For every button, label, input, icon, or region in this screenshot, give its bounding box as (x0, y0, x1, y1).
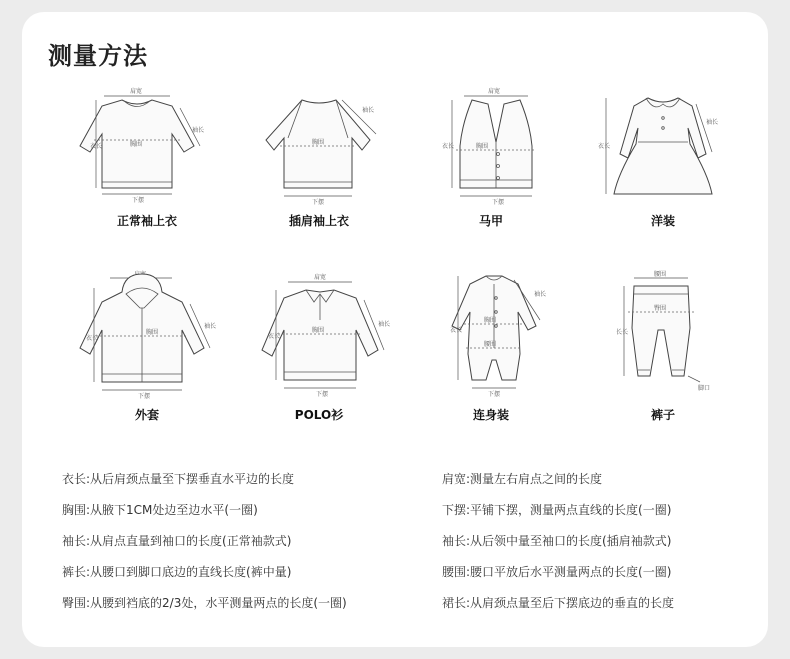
tag-sleeve: 袖长 (362, 107, 375, 114)
garment-label: POLO衫 (294, 408, 344, 422)
page-title: 测量方法 (48, 42, 148, 70)
tag-hem: 下摆 (138, 393, 151, 400)
jacket-diagram (72, 268, 222, 403)
desc-chest: 胸围:从腋下1CM处边至边水平(一圈) (62, 503, 258, 517)
tag-sleeve: 袖长 (204, 323, 217, 330)
desc-hem: 下摆:平铺下摆，测量两点直线的长度(一圈) (442, 503, 672, 517)
size-guide-card (22, 12, 768, 647)
tag-hem: 下摆 (492, 199, 505, 206)
tag-chest: 胸围 (476, 143, 489, 150)
tag-sleeve: 袖长 (534, 291, 547, 298)
tag-shoulder: 肩宽 (314, 274, 327, 281)
desc-hip: 臀围:从腰到裆底的2/3处，水平测量两点的长度(一圈) (62, 596, 347, 610)
garment-label: 马甲 (478, 214, 503, 228)
garment-label: 洋装 (650, 214, 675, 228)
desc-pants-length: 裤长:从腰口到脚口底边的直线长度(裤中量) (62, 565, 292, 579)
desc-sleeve-raglan: 袖长:从后领中量至袖口的长度(插肩袖款式) (442, 534, 672, 548)
polo-diagram (244, 268, 394, 403)
tag-length: 衣长 (86, 335, 99, 342)
garment-jacket (72, 268, 222, 422)
tag-chest: 胸围 (130, 141, 143, 148)
tag-hem: 下摆 (488, 391, 501, 398)
garment-label: 插肩袖上衣 (288, 214, 349, 228)
desc-shoulder: 肩宽:测量左右肩点之间的长度 (442, 472, 603, 486)
desc-skirt-length: 裙长:从肩颈点量至后下摆底边的垂直的长度 (442, 596, 675, 610)
garment-label: 正常袖上衣 (116, 214, 177, 228)
dress-diagram (588, 84, 738, 209)
tag-hem: 下摆 (132, 197, 145, 204)
tag-chest: 胸围 (484, 317, 497, 324)
regular-sleeve-top-diagram (72, 84, 222, 209)
tag-chest: 胸围 (146, 329, 159, 336)
tag-sleeve: 袖长 (378, 321, 391, 328)
tag-hem: 下摆 (312, 199, 325, 206)
tag-shoulder: 肩宽 (488, 88, 501, 95)
tag-sleeve: 袖长 (706, 119, 719, 126)
tag-length: 衣长 (598, 143, 611, 150)
tag-chest: 胸围 (312, 139, 325, 146)
tag-waist: 腰围 (484, 341, 497, 348)
pants-diagram (588, 268, 738, 403)
garment-vest (416, 84, 566, 234)
tag-length: 衣长 (442, 143, 455, 150)
tag-shoulder: 肩宽 (130, 88, 143, 95)
tag-length: 长长 (616, 329, 629, 336)
vest-diagram (416, 84, 566, 209)
tag-hip: 臀围 (654, 305, 667, 312)
desc-sleeve-regular: 袖长:从肩点直量到袖口的长度(正常袖款式) (62, 534, 292, 548)
tag-length: 衣长 (90, 143, 103, 150)
garment-label: 裤子 (650, 408, 675, 422)
tag-length: 衣长 (268, 333, 281, 340)
garment-regular-sleeve-top (72, 84, 222, 234)
garment-label: 连身装 (472, 408, 509, 422)
garment-pants (588, 268, 738, 422)
garment-label: 外套 (134, 408, 159, 422)
garment-polo (244, 268, 394, 422)
garment-raglan-sleeve-top (244, 84, 394, 234)
desc-body-length: 衣长:从后肩颈点量至下摆垂直水平边的长度 (62, 472, 295, 486)
tag-sleeve: 袖长 (192, 127, 205, 134)
desc-waist: 腰围:腰口平放后水平测量两点的长度(一圈) (442, 565, 672, 579)
raglan-sleeve-top-diagram (244, 84, 394, 209)
garment-romper (416, 268, 566, 422)
tag-hem: 下摆 (316, 391, 329, 398)
romper-diagram (416, 268, 566, 403)
garment-dress (588, 84, 738, 234)
tag-cuff: 脚口 (698, 385, 711, 392)
tag-length: 衣长 (450, 327, 463, 334)
tag-chest: 胸围 (312, 327, 325, 334)
tag-waist: 腰围 (654, 271, 667, 278)
